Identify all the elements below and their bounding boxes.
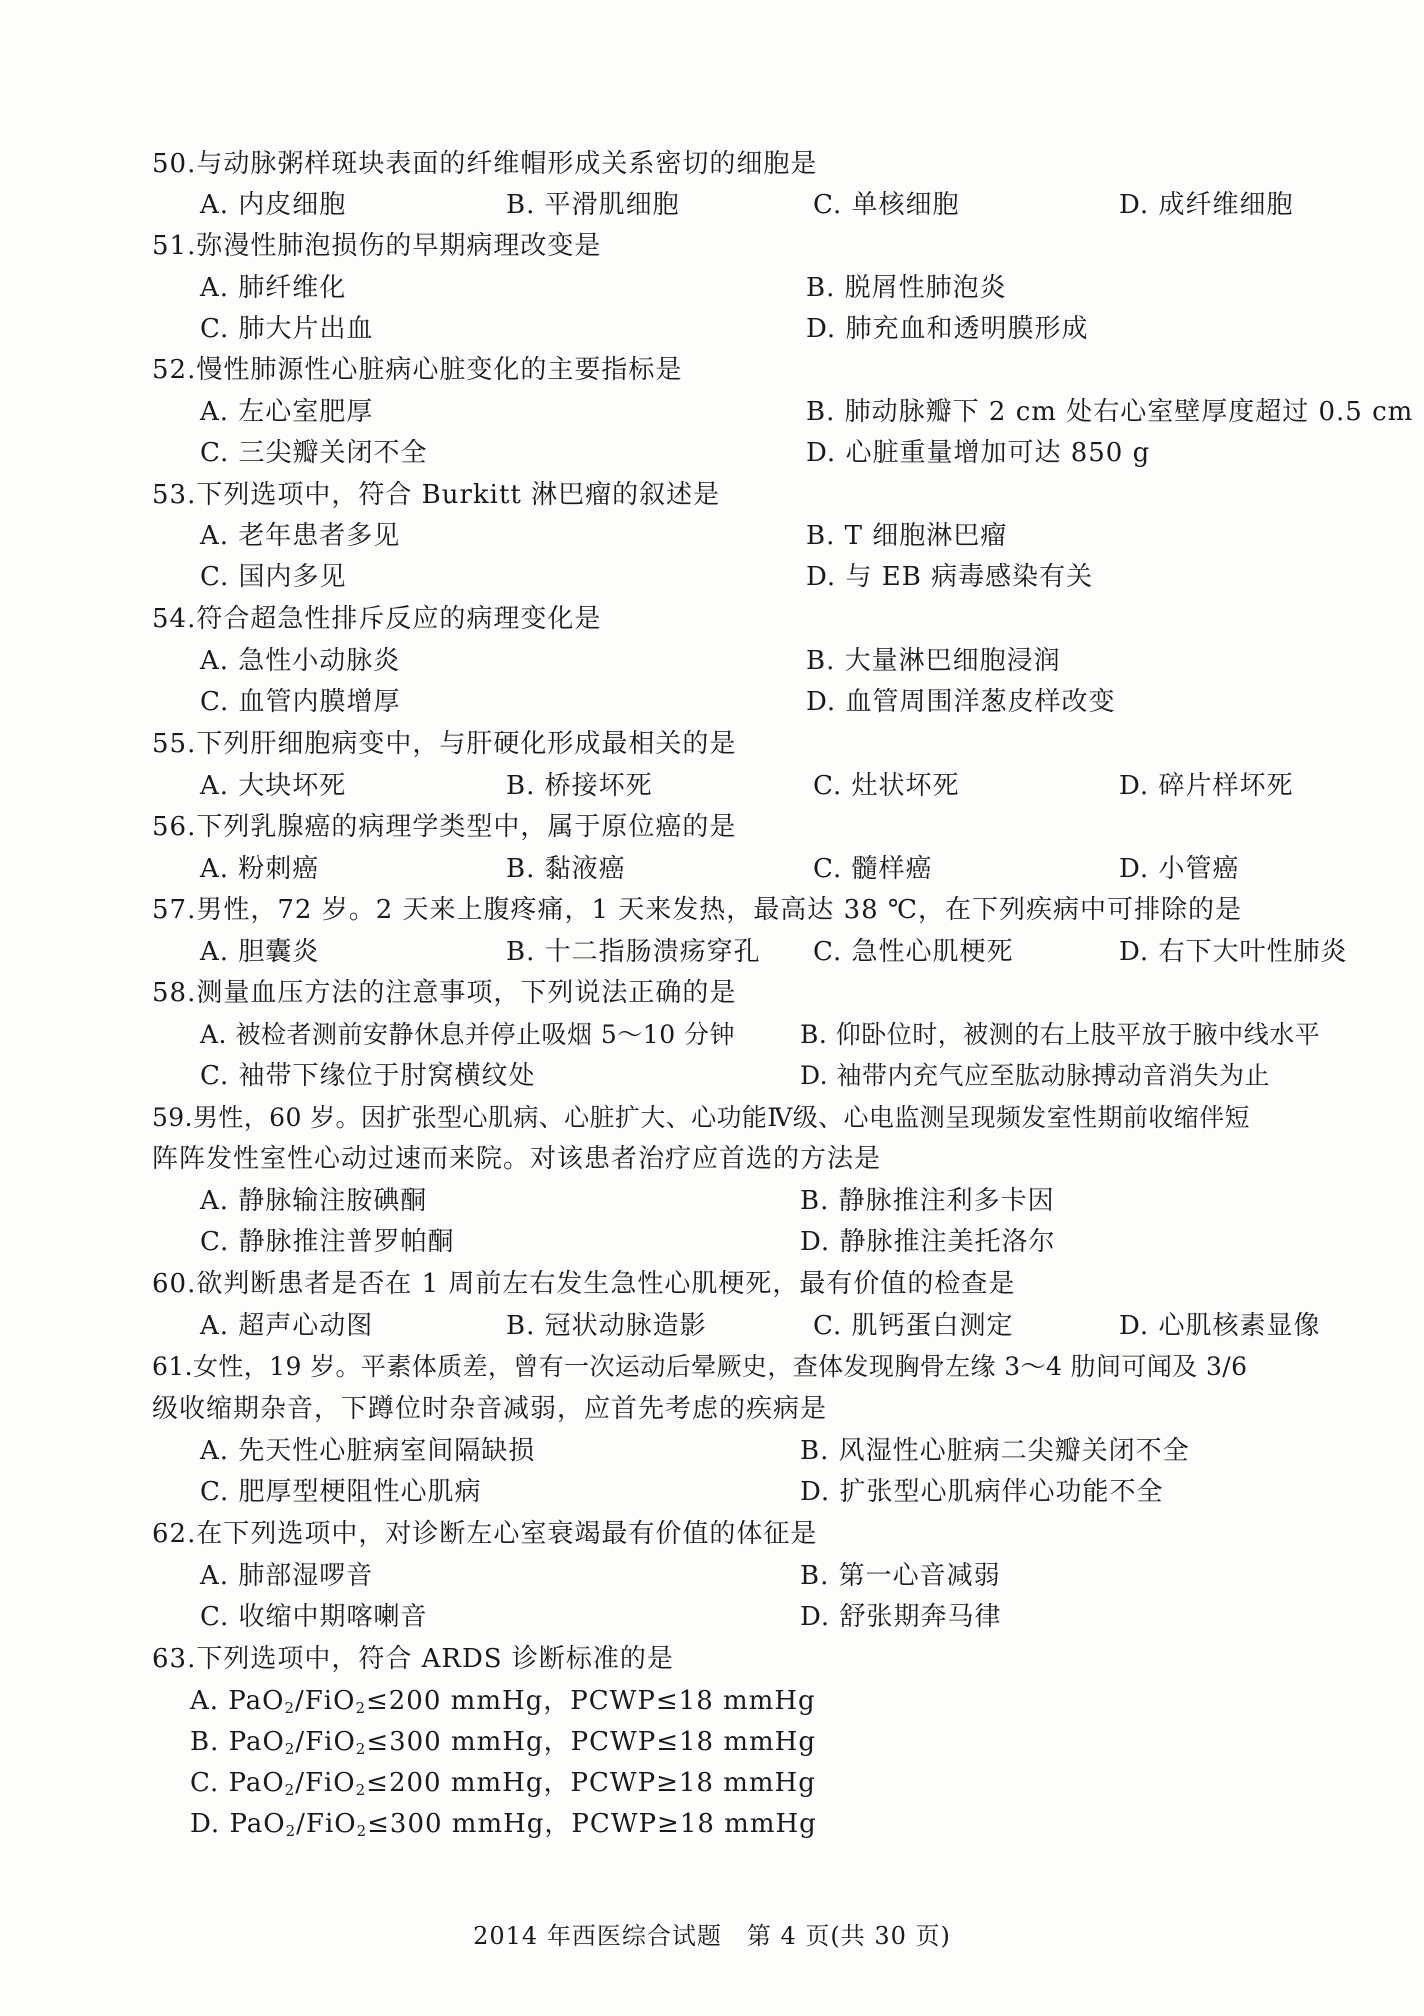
option-b: B. 仰卧位时，被测的右上肢平放于腋中线水平 — [800, 1020, 1321, 1049]
option-b: B. 大量淋巴细胞浸润 — [806, 646, 1061, 676]
question-stem: 61.女性，19 岁。平素体质差，曾有一次运动后晕厥史，查体发现胸骨左缘 3～4 肋间可闻及 3/6 — [152, 1352, 1248, 1381]
option-b: B. 风湿性心脏病二尖瓣关闭不全 — [800, 1436, 1190, 1466]
question-stem: 53.下列选项中，符合 Burkitt 淋巴瘤的叙述是 — [152, 480, 721, 510]
option-d: D. 小管癌 — [1119, 854, 1240, 884]
option-c: C. 单核细胞 — [813, 190, 960, 220]
option-d: D. 成纤维细胞 — [1119, 190, 1294, 220]
option-d: D. PaO$_2$/FiO$_2$≤300 mmHg，PCWP≥18 mmHg — [190, 1809, 817, 1840]
option-b: B. 肺动脉瓣下 2 cm 处右心室壁厚度超过 0.5 cm — [806, 397, 1414, 427]
option-c: C. 肌钙蛋白测定 — [813, 1311, 1014, 1341]
question-stem: 55.下列肝细胞病变中，与肝硬化形成最相关的是 — [152, 729, 737, 759]
option-c: C. 静脉推注普罗帕酮 — [200, 1227, 455, 1257]
option-d: D. 肺充血和透明膜形成 — [806, 314, 1089, 344]
option-b: B. T 细胞淋巴瘤 — [806, 521, 1008, 551]
option-c: C. 灶状坏死 — [813, 771, 960, 801]
option-c: C. 国内多见 — [200, 562, 347, 592]
question-stem: 54.符合超急性排斥反应的病理变化是 — [152, 604, 602, 634]
option-a: A. 内皮细胞 — [200, 190, 347, 220]
option-c: C. 收缩中期喀喇音 — [200, 1602, 428, 1632]
option-a: A. 粉刺癌 — [200, 854, 320, 884]
option-c: C. 肥厚型梗阻性心肌病 — [200, 1477, 482, 1507]
option-c: C. 三尖瓣关闭不全 — [200, 438, 428, 468]
page-footer: 2014 年西医综合试题 第 4 页(共 30 页) — [473, 1922, 951, 1950]
option-b: B. 静脉推注利多卡因 — [800, 1186, 1055, 1216]
option-d: D. 心肌核素显像 — [1119, 1311, 1321, 1341]
option-c: C. PaO$_2$/FiO$_2$≤200 mmHg，PCWP≥18 mmHg — [190, 1768, 816, 1799]
option-d: D. 血管周围洋葱皮样改变 — [806, 687, 1116, 717]
question-stem: 60.欲判断患者是否在 1 周前左右发生急性心肌梗死，最有价值的检查是 — [152, 1269, 1016, 1299]
option-c: C. 袖带下缘位于肘窝横纹处 — [200, 1061, 536, 1091]
question-stem: 56.下列乳腺癌的病理学类型中，属于原位癌的是 — [152, 812, 737, 842]
option-b: B. 脱屑性肺泡炎 — [806, 273, 1007, 303]
option-d: D. 碎片样坏死 — [1119, 771, 1294, 801]
option-d: D. 扩张型心肌病伴心功能不全 — [800, 1477, 1164, 1507]
question-stem: 50.与动脉粥样斑块表面的纤维帽形成关系密切的细胞是 — [152, 149, 818, 179]
option-b: B. 黏液癌 — [506, 854, 626, 884]
option-a: A. 大块坏死 — [200, 771, 347, 801]
option-d: D. 与 EB 病毒感染有关 — [806, 562, 1094, 592]
option-a: A. PaO$_2$/FiO$_2$≤200 mmHg，PCWP≤18 mmHg — [190, 1686, 816, 1717]
option-a: A. 左心室肥厚 — [200, 397, 374, 427]
option-c: C. 髓样癌 — [813, 854, 933, 884]
option-b: B. 冠状动脉造影 — [506, 1311, 707, 1341]
option-b: B. 平滑肌细胞 — [506, 190, 680, 220]
question-stem: 52.慢性肺源性心脏病心脏变化的主要指标是 — [152, 355, 683, 385]
question-stem-continuation: 级收缩期杂音，下蹲位时杂音减弱，应首先考虑的疾病是 — [152, 1394, 828, 1424]
option-d: D. 袖带内充气应至肱动脉搏动音消失为止 — [800, 1061, 1271, 1090]
option-a: A. 肺纤维化 — [200, 273, 347, 303]
option-c: C. 血管内膜增厚 — [200, 687, 401, 717]
option-d: D. 静脉推注美托洛尔 — [800, 1227, 1056, 1257]
option-a: A. 超声心动图 — [200, 1311, 374, 1341]
option-a: A. 被检者测前安静休息并停止吸烟 5～10 分钟 — [200, 1020, 736, 1049]
question-stem: 62.在下列选项中，对诊断左心室衰竭最有价值的体征是 — [152, 1519, 818, 1549]
option-c: C. 肺大片出血 — [200, 314, 374, 344]
option-c: C. 急性心肌梗死 — [813, 937, 1014, 967]
option-a: A. 胆囊炎 — [200, 937, 320, 967]
option-b: B. 第一心音减弱 — [800, 1561, 1001, 1591]
option-d: D. 右下大叶性肺炎 — [1119, 937, 1348, 967]
question-stem: 59.男性，60 岁。因扩张型心肌病、心脏扩大、心功能Ⅳ级、心电监测呈现频发室性期前收缩伴短 — [152, 1103, 1250, 1132]
option-d: D. 心脏重量增加可达 850 g — [806, 438, 1151, 468]
option-d: D. 舒张期奔马律 — [800, 1602, 1002, 1632]
option-a: A. 老年患者多见 — [200, 521, 401, 551]
option-a: A. 静脉输注胺碘酮 — [200, 1186, 428, 1216]
option-a: A. 急性小动脉炎 — [200, 646, 401, 676]
question-stem: 51.弥漫性肺泡损伤的早期病理改变是 — [152, 231, 602, 261]
question-stem: 58.测量血压方法的注意事项，下列说法正确的是 — [152, 978, 737, 1008]
question-stem: 63.下列选项中，符合 ARDS 诊断标准的是 — [152, 1644, 674, 1674]
option-a: A. 先天性心脏病室间隔缺损 — [200, 1436, 536, 1466]
question-stem-continuation: 阵阵发性室性心动过速而来院。对该患者治疗应首选的方法是 — [152, 1144, 882, 1174]
option-a: A. 肺部湿啰音 — [200, 1561, 374, 1591]
option-b: B. 十二指肠溃疡穿孔 — [506, 937, 761, 967]
option-b: B. PaO$_2$/FiO$_2$≤300 mmHg，PCWP≤18 mmHg — [190, 1727, 816, 1758]
question-stem: 57.男性，72 岁。2 天来上腹疼痛，1 天来发热，最高达 38 ℃，在下列疾病中可排除的是 — [152, 895, 1243, 925]
option-b: B. 桥接坏死 — [506, 771, 653, 801]
